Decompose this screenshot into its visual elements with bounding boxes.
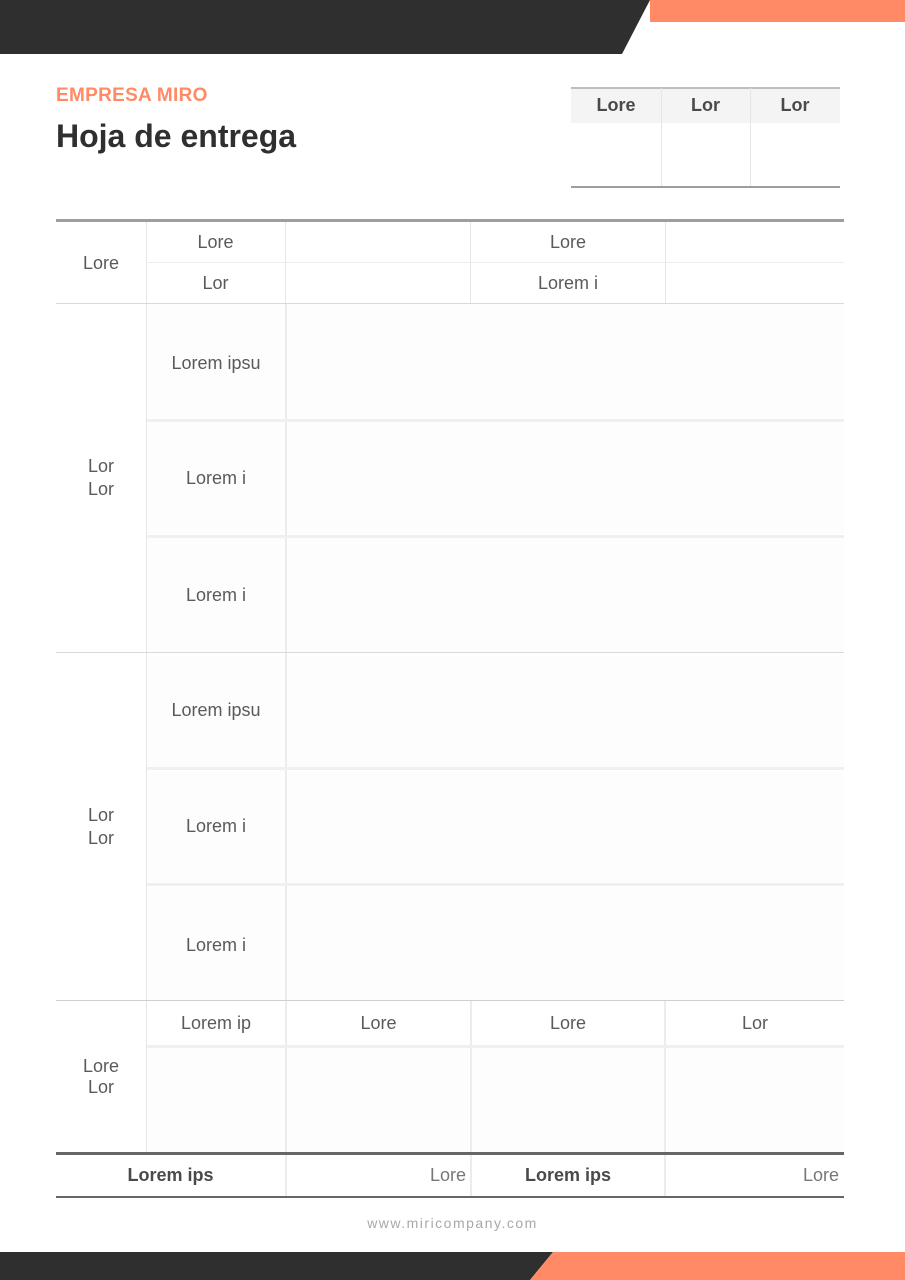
section-1-row-field[interactable] — [287, 305, 844, 419]
section-3-header: Lorem ip — [180, 1013, 252, 1033]
approval-signature-cell[interactable] — [661, 123, 750, 186]
page-title: Hoja de entrega — [56, 118, 297, 154]
section-2-row-label: Lorem i — [185, 934, 247, 955]
info-row2-field[interactable] — [286, 263, 470, 303]
section-2-label — [56, 653, 146, 1000]
bottom-banner — [0, 1252, 905, 1280]
info-right-row2-field[interactable] — [666, 263, 844, 303]
info-left-label: Lore — [82, 252, 120, 273]
section-1-row-label: Lorem ipsu — [171, 353, 261, 373]
section-divider — [56, 1000, 844, 1001]
section-3-label — [56, 1001, 146, 1152]
section-1-row-field[interactable] — [287, 538, 844, 652]
approval-label: Lore — [596, 95, 636, 115]
section-1-label-line2: Lor — [87, 479, 114, 499]
approval-label: Lor — [780, 95, 810, 115]
section-2-row-label: Lorem ipsu — [171, 700, 261, 720]
approval-signature-cell[interactable] — [750, 123, 840, 186]
section-divider — [56, 652, 844, 653]
section-2-row-label: Lorem i — [185, 816, 247, 836]
info-right-row1-label: Lore — [549, 231, 587, 252]
info-right-row1-field[interactable] — [666, 222, 844, 262]
section-1-label-line1: Lor — [87, 456, 114, 476]
section-3-field[interactable] — [472, 1048, 664, 1152]
section-2-row-field[interactable] — [287, 886, 844, 1000]
section-3-label-line1: Lore — [82, 1055, 120, 1076]
summary-right-label: Lorem ips — [524, 1165, 612, 1185]
info-row1-label: Lore — [197, 231, 234, 252]
approval-label: Lor — [691, 95, 720, 115]
section-2-row-field[interactable] — [287, 770, 844, 883]
section-1-row-field[interactable] — [287, 422, 844, 535]
section-3-header: Lore — [360, 1013, 397, 1033]
section-3-header: Lor — [741, 1013, 768, 1033]
info-right-row2-label: Lorem i — [537, 272, 599, 293]
website-url: www.miricompany.com — [367, 1215, 538, 1231]
summary-left-value[interactable]: Lore — [429, 1165, 466, 1185]
section-1-row-label: Lorem i — [185, 584, 247, 605]
row-divider — [56, 303, 844, 304]
summary-bottom-border — [56, 1196, 844, 1198]
info-row2-label: Lor — [202, 272, 229, 293]
section-2-label-line1: Lor — [87, 804, 114, 825]
section-3-field[interactable] — [287, 1048, 470, 1152]
section-1-label — [56, 304, 146, 652]
info-row1-field[interactable] — [286, 222, 470, 262]
section-3-header: Lore — [549, 1013, 587, 1033]
company-name: EMPRESA MIRO — [56, 85, 208, 106]
section-3-label-line2: Lor — [87, 1076, 114, 1097]
summary-right-value[interactable]: Lore — [802, 1165, 839, 1185]
section-2-label-line2: Lor — [87, 827, 114, 848]
approval-signature-cell[interactable] — [571, 123, 661, 186]
summary-left-label: Lorem ips — [127, 1165, 214, 1185]
approval-bottom-line — [571, 186, 840, 188]
top-banner — [0, 0, 905, 54]
section-3-field[interactable] — [666, 1048, 844, 1152]
section-3-field[interactable] — [147, 1048, 285, 1152]
section-2-row-field[interactable] — [287, 654, 844, 767]
section-1-row-label: Lorem i — [185, 468, 247, 488]
